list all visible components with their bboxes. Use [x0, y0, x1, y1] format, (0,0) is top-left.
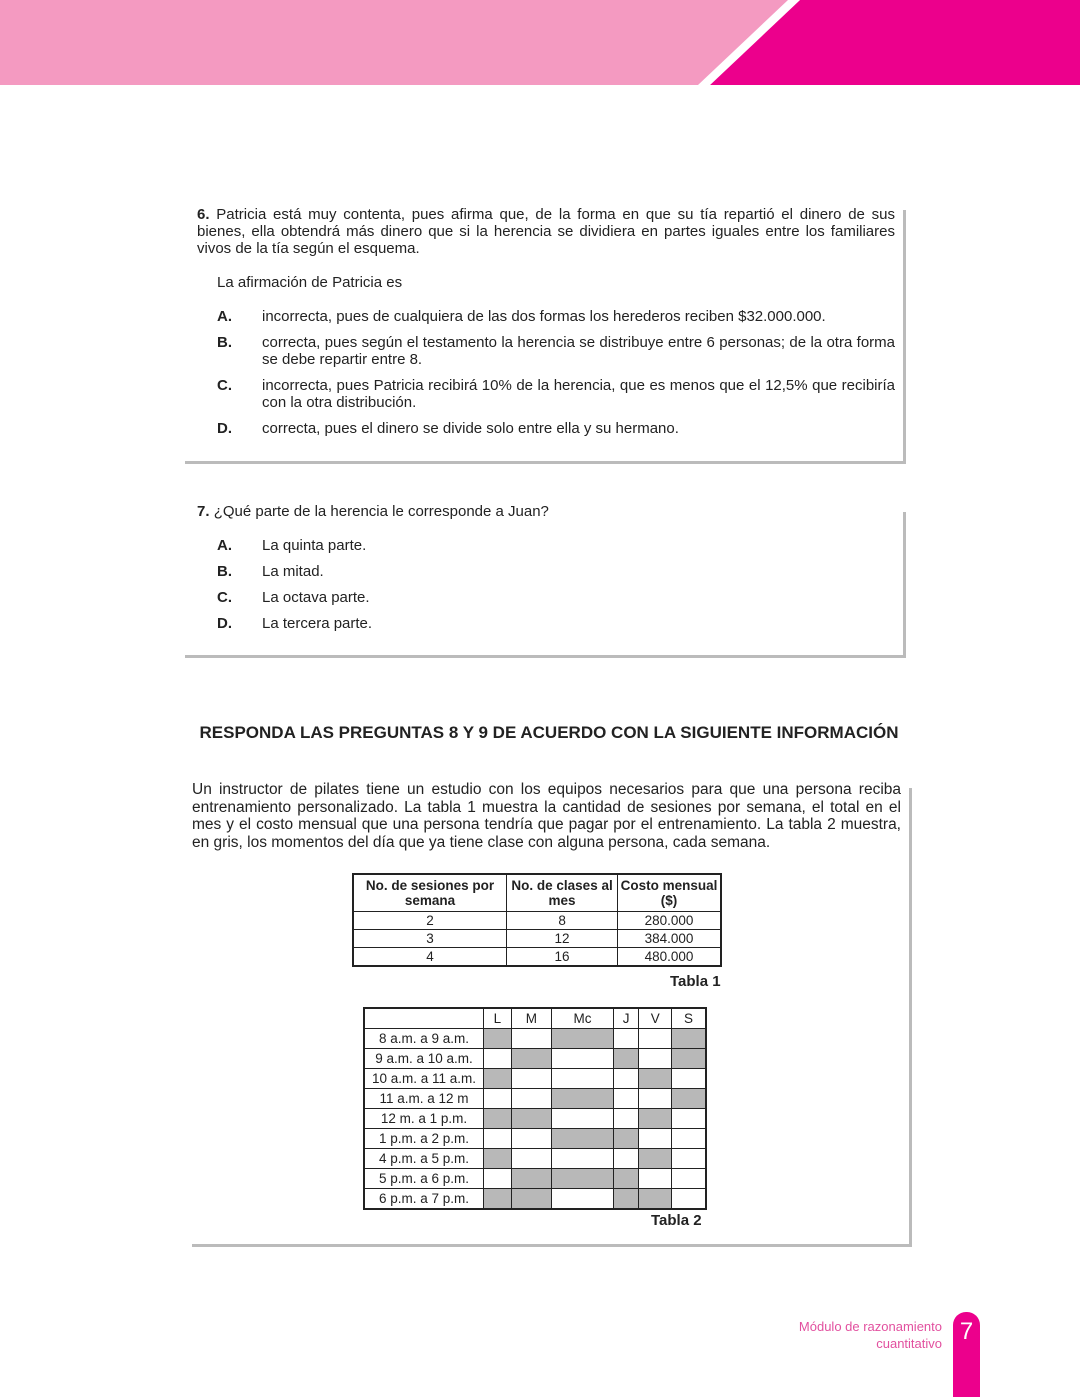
time-slot: 4 p.m. a 5 p.m. — [364, 1149, 484, 1169]
option-letter: B. — [217, 334, 232, 351]
busy-cell — [484, 1189, 512, 1210]
answer-options — [217, 308, 895, 437]
free-cell — [511, 1089, 551, 1109]
busy-cell — [551, 1169, 613, 1189]
busy-cell — [551, 1129, 613, 1149]
option-text: correcta, pues según el testamento la herencia se distribuye entre 6 personas; de la otra forma se debe repartir entre 8. — [262, 334, 895, 368]
busy-cell — [551, 1089, 613, 1109]
free-cell — [484, 1129, 512, 1149]
table-cell: 2 — [353, 912, 507, 930]
free-cell — [484, 1049, 512, 1069]
table-cell: 480.000 — [618, 948, 721, 967]
free-cell — [511, 1149, 551, 1169]
question-6 — [197, 206, 895, 437]
free-cell — [511, 1029, 551, 1049]
free-cell — [639, 1029, 672, 1049]
free-cell — [551, 1189, 613, 1210]
time-slot: 1 p.m. a 2 p.m. — [364, 1129, 484, 1149]
busy-cell — [511, 1109, 551, 1129]
free-cell — [639, 1049, 672, 1069]
schedule-row — [364, 1169, 706, 1189]
corner-cell — [364, 1008, 484, 1029]
table-cell: 4 — [353, 948, 507, 967]
schedule-row — [364, 1049, 706, 1069]
table-row — [353, 930, 721, 948]
day-header: S — [672, 1008, 706, 1029]
busy-cell — [551, 1029, 613, 1049]
info-text: Un instructor de pilates tiene un estudio con los equipos necesarios para que una persona reciba entrenamiento personalizado. La tabla 1 muestra la cantidad de sesiones por semana, el total en el mes y el costo mensual que una persona tendría que pagar por el entrenamiento. La tabla 2 muestra, en gris, los momentos del día que ya tiene clase con alguna persona, cada semana. — [192, 781, 901, 851]
option-letter: C. — [217, 377, 232, 394]
free-cell — [511, 1129, 551, 1149]
free-cell — [511, 1069, 551, 1089]
table-cell: 16 — [507, 948, 618, 967]
busy-cell — [672, 1089, 706, 1109]
busy-cell — [614, 1169, 639, 1189]
table-cell: 8 — [507, 912, 618, 930]
time-slot: 6 p.m. a 7 p.m. — [364, 1189, 484, 1210]
busy-cell — [484, 1029, 512, 1049]
free-cell — [639, 1169, 672, 1189]
free-cell — [551, 1149, 613, 1169]
footer-line: Módulo de razonamiento — [798, 1319, 942, 1334]
option-letter: A. — [217, 537, 232, 554]
option-letter: D. — [217, 420, 232, 437]
option-text: La octava parte. — [262, 589, 370, 606]
free-cell — [639, 1089, 672, 1109]
free-cell — [672, 1109, 706, 1129]
free-cell — [551, 1109, 613, 1129]
answer-option — [217, 615, 895, 632]
free-cell — [614, 1149, 639, 1169]
answer-options — [217, 537, 895, 632]
free-cell — [672, 1129, 706, 1149]
schedule-row — [364, 1069, 706, 1089]
time-slot: 5 p.m. a 6 p.m. — [364, 1169, 484, 1189]
table-2-caption: Tabla 2 — [651, 1212, 702, 1229]
table-cell: 12 — [507, 930, 618, 948]
page-number: 7 — [953, 1312, 980, 1397]
option-letter: C. — [217, 589, 232, 606]
answer-option — [217, 420, 895, 437]
free-cell — [672, 1189, 706, 1210]
option-text: La mitad. — [262, 563, 324, 580]
schedule-row — [364, 1149, 706, 1169]
time-slot: 8 a.m. a 9 a.m. — [364, 1029, 484, 1049]
column-header: No. de sesiones por semana — [353, 874, 507, 912]
busy-cell — [639, 1109, 672, 1129]
schedule-row — [364, 1029, 706, 1049]
schedule-row — [364, 1189, 706, 1210]
free-cell — [672, 1069, 706, 1089]
busy-cell — [484, 1149, 512, 1169]
answer-option — [217, 589, 895, 606]
free-cell — [672, 1149, 706, 1169]
busy-cell — [614, 1129, 639, 1149]
free-cell — [484, 1089, 512, 1109]
table-cell: 384.000 — [618, 930, 721, 948]
question-text: Patricia está muy contenta, pues afirma que, de la forma en que su tía repartió el dinero de sus bienes, ella obtendrá más dinero que si la herencia se dividiera en partes iguales entre los familiares vivos de la tía según el esquema. — [197, 206, 895, 257]
answer-option — [217, 377, 895, 411]
option-letter: B. — [217, 563, 232, 580]
footer-line: cuantitativo — [876, 1336, 942, 1351]
free-cell — [614, 1069, 639, 1089]
footer-module — [799, 1318, 942, 1352]
busy-cell — [511, 1049, 551, 1069]
question-6-stem — [197, 206, 895, 257]
busy-cell — [511, 1189, 551, 1210]
option-text: La tercera parte. — [262, 615, 373, 632]
table-2 — [363, 1007, 707, 1210]
option-text: correcta, pues el dinero se divide solo entre ella y su hermano. — [262, 420, 679, 437]
question-7-stem — [197, 503, 895, 520]
busy-cell — [614, 1049, 639, 1069]
answer-option — [217, 537, 895, 554]
time-slot: 11 a.m. a 12 m — [364, 1089, 484, 1109]
answer-option — [217, 334, 895, 368]
time-slot: 9 a.m. a 10 a.m. — [364, 1049, 484, 1069]
table-cell: 3 — [353, 930, 507, 948]
option-text: incorrecta, pues de cualquiera de las dos formas los herederos reciben $32.000.000. — [262, 308, 826, 325]
free-cell — [672, 1169, 706, 1189]
option-letter: A. — [217, 308, 232, 325]
day-header: M — [511, 1008, 551, 1029]
table-cell: 280.000 — [618, 912, 721, 930]
time-slot: 12 m. a 1 p.m. — [364, 1109, 484, 1129]
busy-cell — [484, 1069, 512, 1089]
answer-option — [217, 563, 895, 580]
table-1 — [352, 873, 722, 967]
busy-cell — [639, 1069, 672, 1089]
option-text: La quinta parte. — [262, 537, 367, 554]
day-header: V — [639, 1008, 672, 1029]
question-number: 7. — [197, 503, 210, 520]
free-cell — [614, 1089, 639, 1109]
table-1-caption: Tabla 1 — [670, 973, 721, 990]
free-cell — [614, 1029, 639, 1049]
option-text: incorrecta, pues Patricia recibirá 10% de la herencia, que es menos que el 12,5% que recibiría con la otra distribución. — [262, 377, 895, 411]
busy-cell — [672, 1049, 706, 1069]
busy-cell — [614, 1189, 639, 1210]
busy-cell — [639, 1189, 672, 1210]
column-header: No. de clases al mes — [507, 874, 618, 912]
table-row — [353, 912, 721, 930]
question-text: ¿Qué parte de la herencia le corresponde a Juan? — [213, 503, 549, 520]
free-cell — [614, 1109, 639, 1129]
question-7 — [197, 503, 895, 632]
table-row — [353, 948, 721, 967]
answer-option — [217, 308, 895, 325]
busy-cell — [484, 1109, 512, 1129]
day-header: Mc — [551, 1008, 613, 1029]
free-cell — [551, 1069, 613, 1089]
question-number: 6. — [197, 206, 210, 223]
schedule-row — [364, 1089, 706, 1109]
busy-cell — [672, 1029, 706, 1049]
option-letter: D. — [217, 615, 232, 632]
question-prompt: La afirmación de Patricia es — [217, 274, 403, 291]
busy-cell — [639, 1149, 672, 1169]
schedule-row — [364, 1129, 706, 1149]
free-cell — [484, 1169, 512, 1189]
section-heading: RESPONDA LAS PREGUNTAS 8 Y 9 DE ACUERDO CON LA SIGUIENTE INFORMACIÓN — [199, 723, 899, 742]
free-cell — [639, 1129, 672, 1149]
free-cell — [551, 1049, 613, 1069]
schedule-row — [364, 1109, 706, 1129]
day-header: L — [484, 1008, 512, 1029]
time-slot: 10 a.m. a 11 a.m. — [364, 1069, 484, 1089]
column-header: Costo mensual ($) — [618, 874, 721, 912]
day-header: J — [614, 1008, 639, 1029]
busy-cell — [511, 1169, 551, 1189]
